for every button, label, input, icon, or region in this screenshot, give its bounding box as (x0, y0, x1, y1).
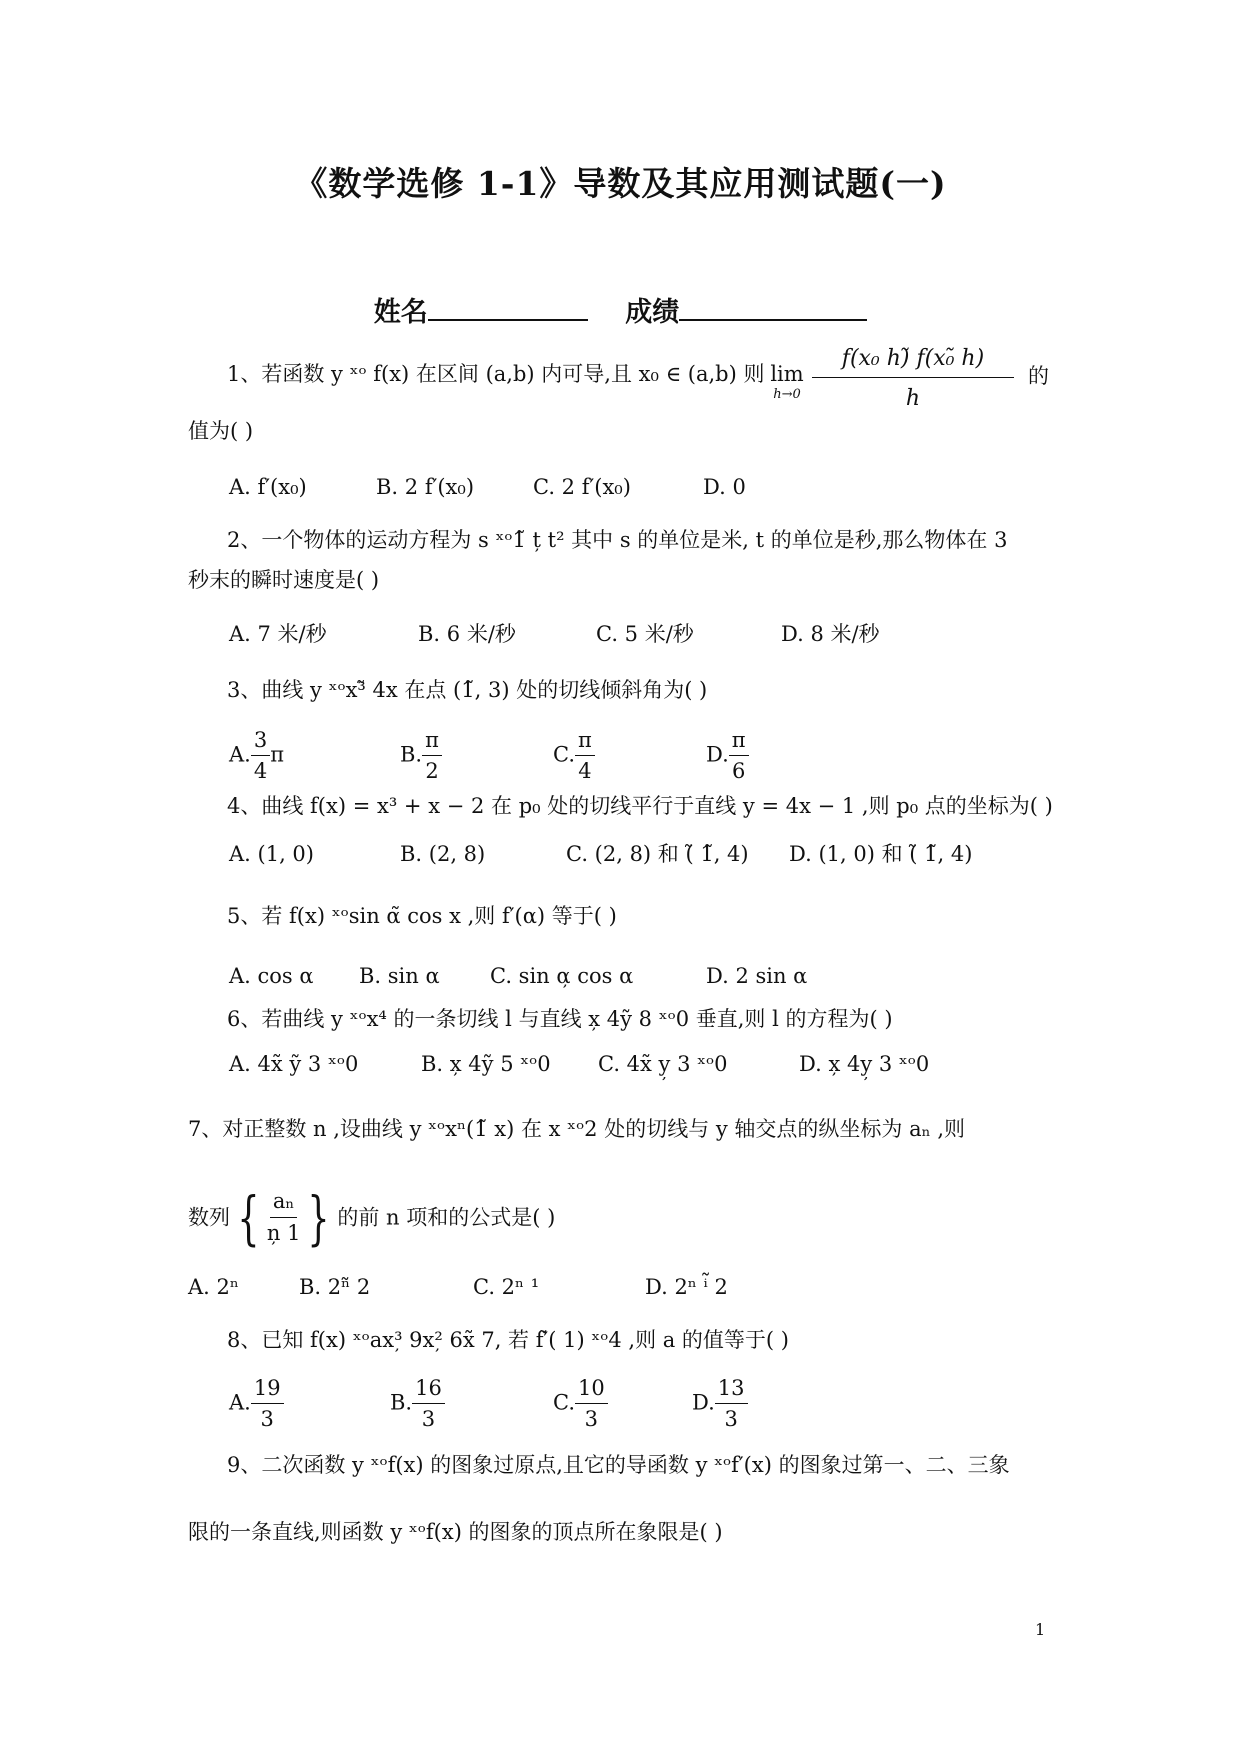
q3-line1: 3、曲线 y ˣᵒx³̃ 4x 在点 (1̃, 3) 处的切线倾斜角为( ) (227, 678, 708, 702)
q1-option-c: C. 2 f′(x₀) (533, 475, 631, 499)
q1-fraction (812, 346, 1014, 411)
q1-line2: 值为( ) (188, 419, 254, 443)
q7-fraction: $\frac{\text{aₙ}}{n̦ 1}$ (266, 1189, 301, 1245)
q2-option-d: D. 8 米/秒 (781, 622, 880, 646)
q1-option-b: B. 2 f′(x₀) (376, 475, 475, 499)
q5-line1: 5、若 f(x) ˣᵒsin α̃ cos x ,则 f′(α) 等于( ) (227, 904, 617, 928)
q1-frac-numerator: f(x₀ h)̃ f(x₀̃ h) (812, 346, 1014, 378)
q7-line2-prefix: 数列 (188, 1205, 230, 1230)
q9-line2: 限的一条直线,则函数 y ˣᵒf(x) 的图象的顶点所在象限是( ) (188, 1520, 723, 1544)
q2-line2: 秒末的瞬时速度是( ) (188, 568, 380, 592)
score-label: 成绩 (625, 297, 680, 328)
q3-option-d-fraction: $\frac{\pi}{6}$ (729, 728, 749, 784)
q7-line2-suffix: 的前 n 项和的公式是( ) (337, 1205, 556, 1230)
q7-option-d: D. 2ⁿ ⁱ̃ 2 (645, 1275, 728, 1299)
q6-option-d: D. x̦ 4y̦ 3 ˣᵒ0 (799, 1052, 930, 1076)
q8-option-b-fraction: $\frac{16}{3}$ (412, 1376, 445, 1432)
q7-option-a: A. 2ⁿ (188, 1275, 239, 1299)
q7-option-c: C. 2ⁿ ¹ (473, 1275, 540, 1299)
q5-option-b: B. sin α (359, 964, 440, 988)
q1-option-d: D. 0 (703, 475, 746, 499)
q6-option-c: C. 4x̃ y̦ 3 ˣᵒ0 (598, 1052, 728, 1076)
q8-option-b: B. $\frac{16}{3}$ (390, 1376, 445, 1432)
q8-option-a-fraction: $\frac{19}{3}$ (251, 1376, 284, 1432)
q4-option-b: B. (2, 8) (400, 842, 486, 866)
page-title: 《数学选修 1-1》导数及其应用测试题(一) (294, 164, 947, 203)
q8-option-c: C. $\frac{10}{3}$ (553, 1376, 608, 1432)
q3-option-a-fraction: $\frac{3}{4}$ (251, 728, 270, 784)
q8-option-a: A. $\frac{19}{3}$ (229, 1376, 284, 1432)
q8-option-d: D. $\frac{13}{3}$ (692, 1376, 748, 1432)
q3-option-c: C. $\frac{\pi}{4}$ (553, 728, 595, 784)
q5-option-a: A. cos α (229, 964, 314, 988)
q4-option-d: D. (1, 0) 和 (̃ 1̃, 4) (789, 842, 973, 866)
q2-option-a: A. 7 米/秒 (229, 622, 327, 646)
q4-line1: 4、曲线 f(x) = x³ + x − 2 在 p₀ 处的切线平行于直线 y = 4x − 1 ,则 p₀ 点的坐标为( ) (227, 794, 1053, 818)
q3-option-c-fraction: $\frac{\pi}{4}$ (575, 728, 595, 784)
q4-option-c: C. (2, 8) 和 (̃ 1̃, 4) (566, 842, 749, 866)
q7-line1: 7、对正整数 n ,设曲线 y ˣᵒxⁿ(1̃ x) 在 x ˣᵒ2 处的切线与 y 轴交点的纵坐标为 aₙ ,则 (188, 1117, 966, 1141)
q8-option-c-fraction: $\frac{10}{3}$ (575, 1376, 608, 1432)
q3-option-b-fraction: $\frac{\pi}{2}$ (422, 728, 442, 784)
name-label: 姓名 (373, 297, 428, 328)
q8-line1: 8、已知 f(x) ˣᵒax³̦ 9x²̦ 6x̃ 7, 若 f′̃( 1) ˣᵒ4 ,则 a 的值等于( ) (227, 1328, 789, 1352)
q1-lim-sub: h→0 (773, 387, 801, 402)
q1-frac-denominator: h (905, 386, 921, 411)
q7-right-brace: } (307, 1183, 330, 1252)
q5-option-d: D. 2 sin α (706, 964, 808, 988)
q3-option-d: D. $\frac{\pi}{6}$ (706, 728, 749, 784)
q3-option-b: B. $\frac{\pi}{2}$ (400, 728, 442, 784)
q3-option-a: A. $\frac{3}{4}$ π (229, 728, 285, 784)
name-blank (428, 295, 588, 321)
q9-line1: 9、二次函数 y ˣᵒf(x) 的图象过原点,且它的导函数 y ˣᵒf′(x) 的图象过第一、二、三象 (227, 1453, 1010, 1477)
q6-option-a: A. 4x̃ ỹ 3 ˣᵒ0 (229, 1052, 359, 1076)
q2-line1: 2、一个物体的运动方程为 s ˣᵒ1̃ ț t² 其中 s 的单位是米, t 的单位是秒,那么物体在 3 (227, 528, 1008, 552)
score-blank (679, 295, 867, 321)
q6-line1: 6、若曲线 y ˣᵒx⁴ 的一条切线 l 与直线 x̦ 4ỹ 8 ˣᵒ0 垂直,则 l 的方程为( ) (227, 1007, 893, 1031)
page-number: 1 (1035, 1620, 1046, 1639)
q8-option-d-fraction: $\frac{13}{3}$ (715, 1376, 748, 1432)
q7-line2 (188, 1183, 556, 1252)
q1-limit (765, 362, 809, 402)
q5-option-c: C. sin α̦ cos α (490, 964, 634, 988)
q7-left-brace: { (237, 1183, 260, 1252)
q1-lim-text: lim (770, 362, 804, 386)
q1-option-a: A. f′(x₀) (229, 475, 307, 499)
q7-option-b: B. 2ⁿ̃ 2 (299, 1275, 371, 1299)
q4-option-a: A. (1, 0) (229, 842, 314, 866)
q2-option-c: C. 5 米/秒 (596, 622, 694, 646)
q6-option-b: B. x̦ 4ỹ 5 ˣᵒ0 (421, 1052, 551, 1076)
name-score-row (0, 290, 1241, 329)
q1-stem: 1、若函数 y ˣᵒ f(x) 在区间 (a,b) 内可导,且 x₀ ∈ (a,b) 则 (227, 362, 765, 386)
q2-option-b: B. 6 米/秒 (418, 622, 516, 646)
q1-tail: 的 (1028, 364, 1049, 388)
